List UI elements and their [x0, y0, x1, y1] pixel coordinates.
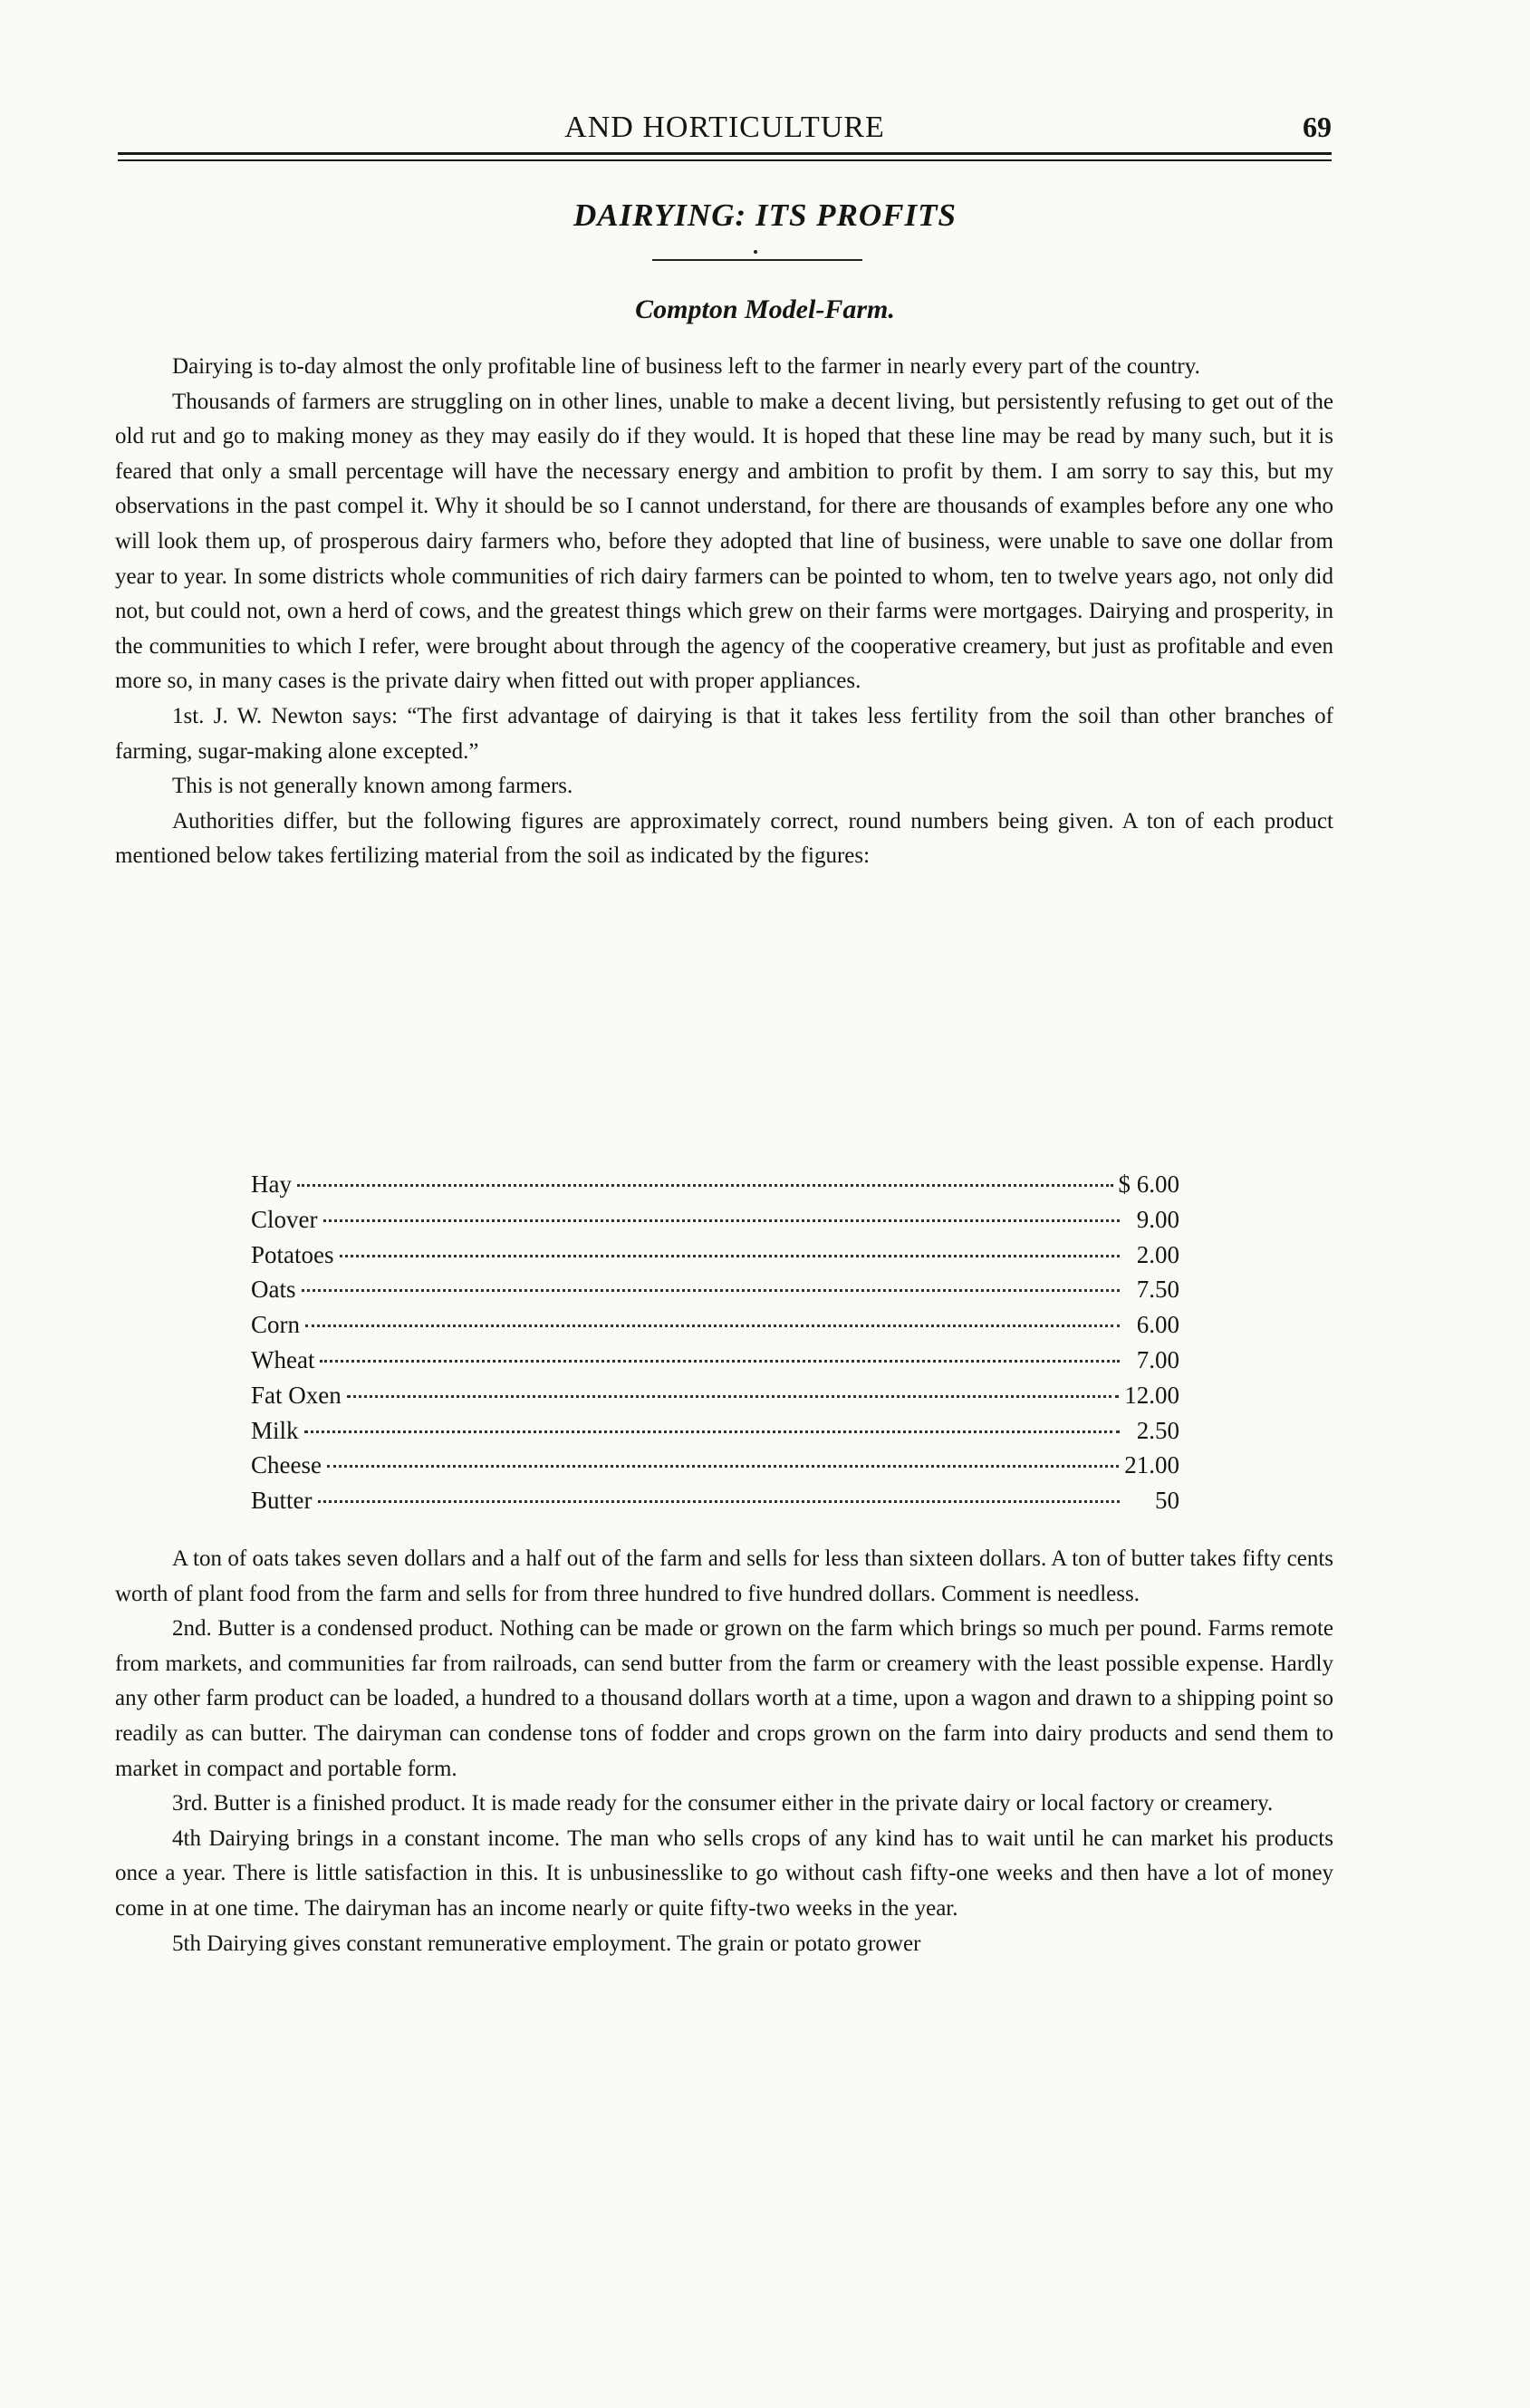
dot-leader — [318, 1500, 1121, 1503]
product-name: Oats — [251, 1276, 296, 1304]
paragraph: This is not generally known among farmers. — [172, 774, 573, 799]
body-text-lower — [115, 1542, 1333, 1961]
product-name: Corn — [251, 1311, 300, 1339]
product-name: Cheese — [251, 1451, 322, 1479]
paragraph: 2nd. Butter is a condensed product. Nothing can be made or grown on the farm which brings so much per pound. Farms remote from markets, and communities far from railroads, can send butter from the farm or creamery with the least possible expense. Hardly any other farm product can be loaded, a hundred to a thousand dollars worth at a time, upon a wagon and drawn to a shipping point so readily as can butter. The dairyman can condense tons of fodder and crops grown on the farm into dairy products and send them to market in compact and portable form. — [115, 1616, 1333, 1781]
table-row — [251, 1451, 1179, 1487]
paragraph: 3rd. Butter is a finished product. It is made ready for the consumer either in the private dairy or local factory or creamery. — [172, 1791, 1274, 1816]
article-title: DAIRYING: ITS PROFITS — [573, 197, 957, 233]
fertility-value: 2.50 — [1136, 1416, 1179, 1444]
dot-leader — [304, 1430, 1120, 1433]
table-row — [251, 1487, 1179, 1522]
dot-leader — [305, 1324, 1120, 1327]
product-name: Clover — [251, 1205, 318, 1233]
running-title: AND HORTICULTURE — [564, 111, 885, 144]
fertility-value: 12.00 — [1124, 1381, 1179, 1409]
table-row — [251, 1170, 1179, 1206]
product-name: Butter — [251, 1487, 313, 1515]
paragraph: 1st. J. W. Newton says: “The first advantage of dairying is that it takes less fertility from the soil than other branches of farming, sugar-making alone excepted.” — [115, 703, 1333, 764]
fertility-value: 50 — [1155, 1487, 1179, 1515]
fertility-value: 7.50 — [1136, 1276, 1179, 1304]
dot-leader — [347, 1395, 1120, 1398]
table-row — [251, 1417, 1179, 1452]
dot-leader — [323, 1219, 1121, 1222]
fertility-value: 21.00 — [1124, 1451, 1179, 1479]
paragraph: Dairying is to-day almost the only profitable line of business left to the farmer in nearly every part of the country. — [172, 354, 1200, 379]
product-name: Wheat — [251, 1345, 315, 1373]
page-number: 69 — [1303, 111, 1332, 143]
header-rule-thin — [118, 159, 1332, 161]
dot-leader — [302, 1289, 1121, 1292]
fertility-value-table — [251, 1170, 1179, 1522]
fertility-value: 2.00 — [1136, 1240, 1179, 1268]
table-row — [251, 1311, 1179, 1346]
paragraph: 4th Dairying brings in a constant income. The man who sells crops of any kind has to wait until he can market his products once a year. There is little satisfaction in this. It is unbusinesslike to go without cash fifty-one weeks and then have a lot of money come in at one time. The dairyman has an income nearly or quite fifty-two weeks in the year. — [115, 1825, 1333, 1921]
running-header — [118, 107, 1332, 152]
body-text-upper — [115, 350, 1333, 874]
dot-leader — [297, 1184, 1113, 1187]
header-rule-thick — [118, 152, 1332, 155]
fertility-value: 7.00 — [1136, 1345, 1179, 1373]
table-row — [251, 1241, 1179, 1276]
paragraph: 5th Dairying gives constant remunerative employment. The grain or potato grower — [172, 1931, 921, 1956]
fertility-value: 6.00 — [1136, 1311, 1179, 1339]
product-name: Potatoes — [251, 1240, 334, 1268]
fertility-value: $ 6.00 — [1118, 1170, 1179, 1198]
dot-leader — [320, 1360, 1120, 1363]
title-divider — [652, 259, 862, 261]
article-subtitle: Compton Model-Farm. — [635, 294, 895, 324]
title-ornament-dot — [754, 250, 757, 254]
table-row — [251, 1276, 1179, 1311]
paragraph: Thousands of farmers are struggling on in other lines, unable to make a decent living, but persistently refusing to get out of the old rut and go to making money as they may easily do if they would. It is hoped that these line may be read by many such, but it is feared that only a small percentage will have the necessary energy and ambition to profit by them. I am sorry to say this, but my observations in the past compel it. Why it should be so I cannot understand, for there are thousands of examples before any one who will look them up, of prosperous dairy farmers who, before they adopted that line of business, were unable to save one dollar from year to year. In some districts whole communities of rich dairy farmers can be pointed to whom, ten to twelve years ago, not only did not, but could not, own a herd of cows, and the greatest things which grew on their farms were mortgages. Dairying and prosperity, in the communities to which I refer, were brought about through the agency of the cooperative creamery, but just as profitable and even more so, in many cases is the private dairy when fitted out with proper appliances. — [115, 389, 1333, 694]
table-row — [251, 1382, 1179, 1417]
dot-leader — [327, 1465, 1119, 1468]
product-name: Fat Oxen — [251, 1381, 342, 1409]
product-name: Milk — [251, 1416, 299, 1444]
dot-leader — [340, 1255, 1121, 1257]
paragraph: Authorities differ, but the following figures are approximately correct, round numbers being given. A ton of each product mentioned below takes fertilizing material from the soil as indicated by the figures: — [115, 808, 1333, 869]
fertility-value: 9.00 — [1136, 1205, 1179, 1233]
table-row — [251, 1206, 1179, 1241]
table-row — [251, 1346, 1179, 1382]
product-name: Hay — [251, 1170, 292, 1198]
paragraph: A ton of oats takes seven dollars and a half out of the farm and sells for less than sixteen dollars. A ton of butter takes fifty cents worth of plant food from the farm and sells for from three hundred to five hundred dollars. Comment is needless. — [115, 1546, 1333, 1606]
